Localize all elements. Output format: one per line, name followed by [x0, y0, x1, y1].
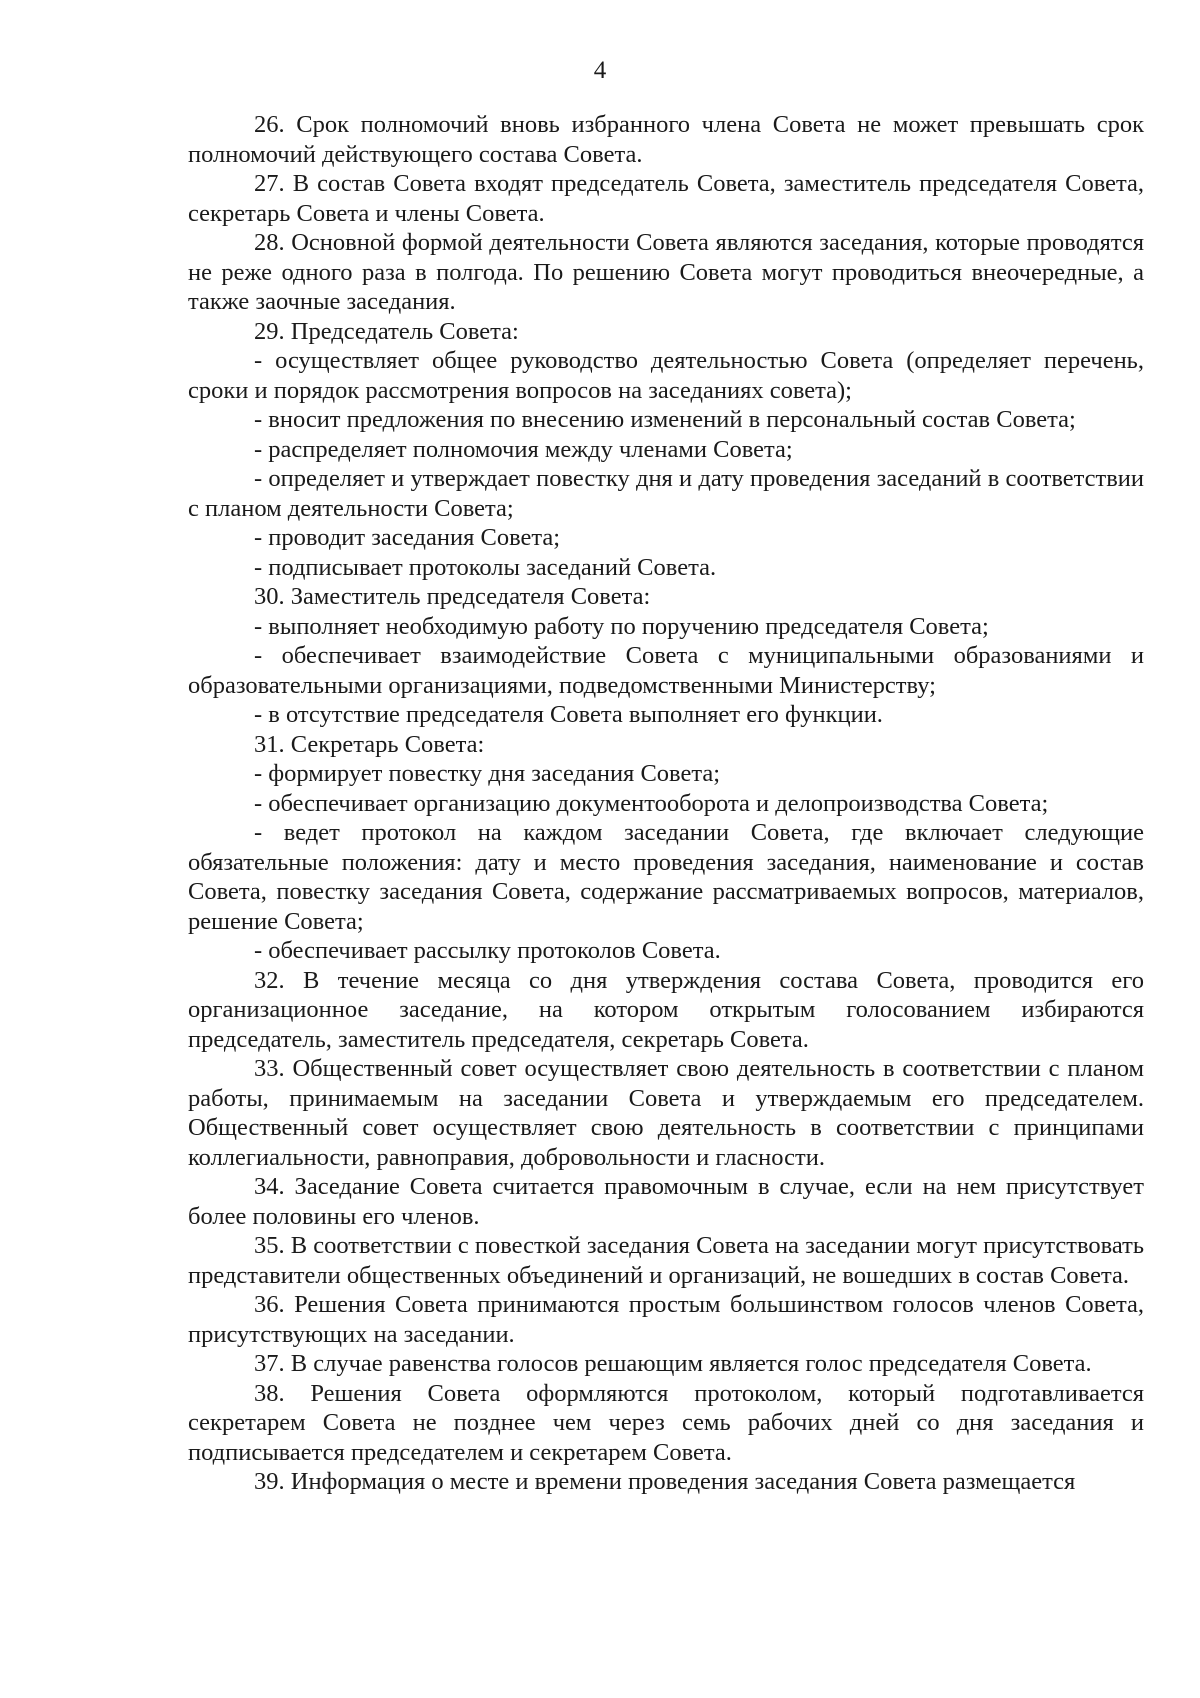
paragraph-39: 39. Информация о месте и времени проведения заседания Совета размещается [254, 1468, 1076, 1495]
paragraph-28: 28. Основной формой деятельности Совета являются заседания, которые проводятся не реже одного раза в полгода. По решению Совета могут проводиться внеочередные, а также заочные заседания. [188, 229, 1144, 315]
paragraph-30-heading: 30. Заместитель председателя Совета: [254, 583, 651, 610]
paragraph-32: 32. В течение месяца со дня утверждения состава Совета, проводится его организационное заседание, на котором открытым голосованием избираются председатель, заместитель председателя, секретарь Совета. [188, 966, 1144, 1053]
paragraph-33: 33. Общественный совет осуществляет свою деятельность в соответствии с планом работы, принимаемым на заседании Совета и утверждаемым его председателем. Общественный совет осуществляет свою деятельность в соответствии с принципами коллегиальности, равноправия, добровольности и гласности. [188, 1055, 1144, 1171]
deputy-duty-item: - выполняет необходимую работу по поручению председателя Совета; [254, 612, 989, 640]
paragraph-36: 36. Решения Совета принимаются простым большинством голосов членов Совета, присутствующих на заседании. [188, 1291, 1144, 1348]
paragraph-27: 27. В состав Совета входят председатель Совета, заместитель председателя Совета, секретарь Совета и члены Совета. [188, 170, 1144, 227]
chair-duty-item: - подписывает протоколы заседаний Совета. [254, 553, 717, 581]
paragraph-26: 26. Срок полномочий вновь избранного члена Совета не может превышать срок полномочий действующего состава Совета. [188, 111, 1144, 168]
paragraph-35: 35. В соответствии с повесткой заседания Совета на заседании могут присутствовать представители общественных объединений и организаций, не вошедших в состав Совета. [188, 1232, 1144, 1289]
secretary-duty-item: - обеспечивает организацию документооборота и делопроизводства Совета; [254, 789, 1049, 817]
chair-duty-item: - распределяет полномочия между членами Совета; [254, 435, 793, 463]
page-number: 4 [593, 57, 607, 84]
chair-duty-item: - определяет и утверждает повестку дня и дату проведения заседаний в соответствии с планом деятельности Совета; [188, 465, 1144, 522]
document-body [188, 110, 1144, 1497]
paragraph-31-heading: 31. Секретарь Совета: [254, 730, 485, 758]
secretary-duty-item: - ведет протокол на каждом заседании Совета, где включает следующие обязательные положения: дату и место проведения заседания, наименование и состав Совета, повестку заседания Совета, содержание рассматриваемых вопросов, материалов, решение Совета; [188, 819, 1144, 935]
paragraph-34: 34. Заседание Совета считается правомочным в случае, если на нем присутствует более половины его членов. [188, 1173, 1144, 1230]
chair-duty-item: - проводит заседания Совета; [254, 524, 561, 551]
deputy-duty-item: - в отсутствие председателя Совета выполняет его функции. [254, 701, 883, 728]
chair-duty-item: - осуществляет общее руководство деятельностью Совета (определяет перечень, сроки и порядок рассмотрения вопросов на заседаниях совета); [188, 347, 1144, 404]
secretary-duty-item: - формирует повестку дня заседания Совета; [254, 760, 721, 787]
paragraph-29-heading: 29. Председатель Совета: [254, 317, 519, 345]
chair-duty-item: - вносит предложения по внесению изменений в персональный состав Совета; [254, 406, 1076, 433]
secretary-duty-item: - обеспечивает рассылку протоколов Совета. [254, 937, 721, 964]
paragraph-37: 37. В случае равенства голосов решающим является голос председателя Совета. [254, 1350, 1092, 1377]
deputy-duty-item: - обеспечивает взаимодействие Совета с муниципальными образованиями и образовательными организациями, подведомственными Министерству; [188, 642, 1144, 699]
paragraph-38: 38. Решения Совета оформляются протоколом, который подготавливается секретарем Совета не позднее чем через семь рабочих дней со дня заседания и подписывается председателем и секретарем Совета. [188, 1379, 1144, 1466]
